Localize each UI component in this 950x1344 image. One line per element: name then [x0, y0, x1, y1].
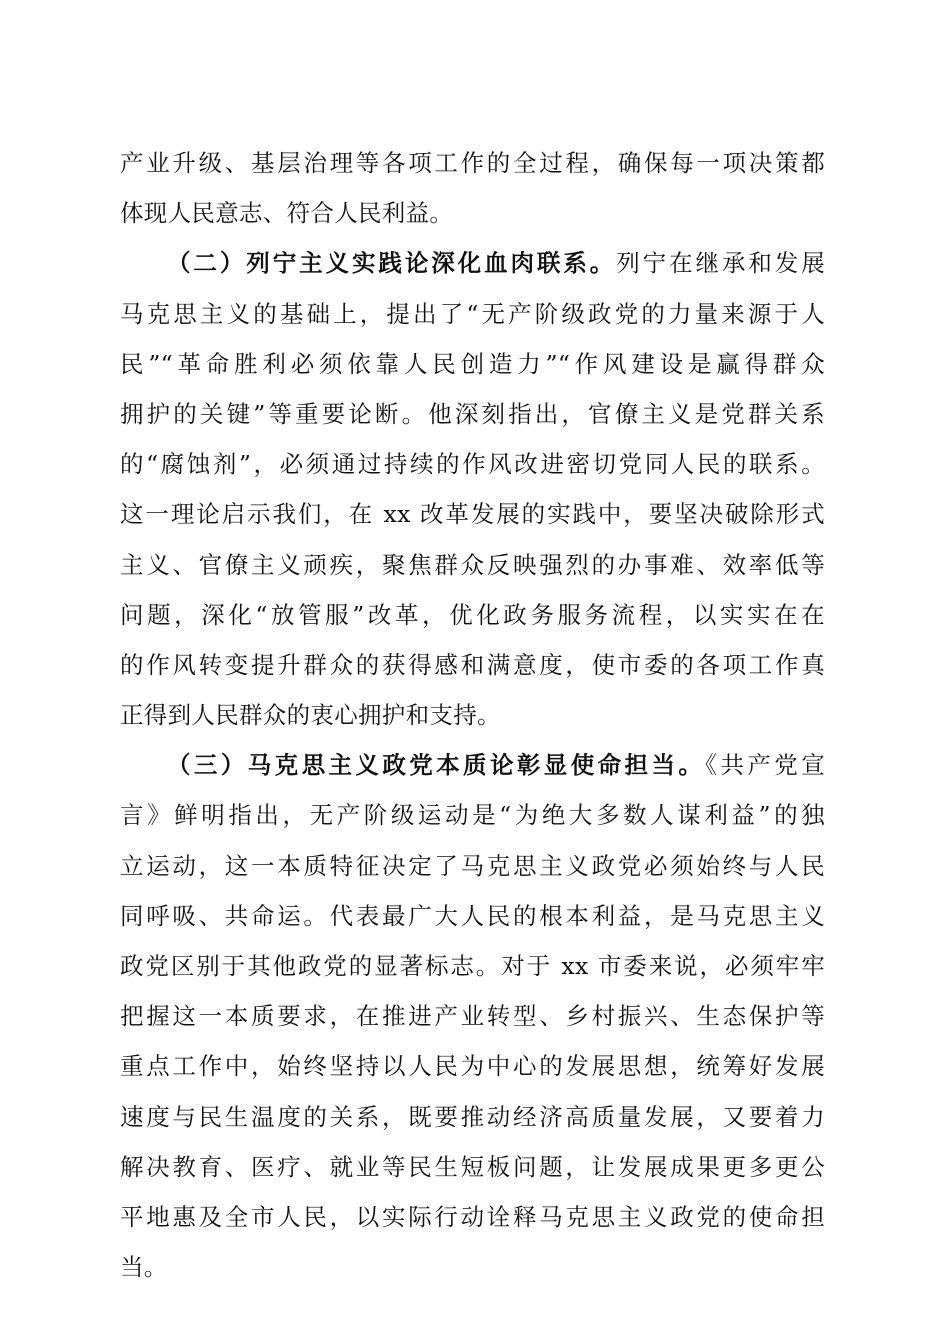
text-line: 产业升级、基层治理等各项工作的全过程，确保每一项决策都 [120, 149, 825, 177]
text-line: 言》鲜明指出，无产阶级运动是“为绝大多数人谋利益”的独 [120, 801, 825, 830]
paragraph-3 [120, 740, 825, 1292]
text-line: 体现人民意志、符合人民利益。 [120, 199, 454, 228]
text-line: 速度与民生温度的关系，既要推动经济高质量发展，又要着力 [120, 1102, 825, 1131]
text-line: 平地惠及全市人民，以实际行动诠释马克思主义政党的使命担 [120, 1202, 825, 1231]
paragraph-2 [120, 238, 825, 740]
text-line: 政党区别于其他政党的显著标志。对于 xx 市委来说，必须牢牢 [120, 952, 825, 980]
text-line: 的作风转变提升群众的获得感和满意度，使市委的各项工作真 [120, 650, 825, 679]
text-line: 立运动，这一本质特征决定了马克思主义政党必须始终与人民 [120, 851, 825, 880]
text-run: 列宁在继承和发展 [616, 249, 825, 278]
section-heading: （二）列宁主义实践论深化血肉联系。 [167, 249, 617, 278]
text-run: 《共产党宣 [705, 751, 826, 780]
paragraph-first-line [120, 740, 825, 790]
text-line: 民”“革命胜利必须依靠人民创造力”“作风建设是赢得群众 [120, 349, 825, 378]
text-line: 同呼吸、共命运。代表最广大人民的根本利益，是马克思主义 [120, 901, 825, 930]
paragraph-first-line [120, 238, 825, 288]
text-line: 正得到人民群众的衷心拥护和支持。 [120, 701, 501, 730]
section-heading: （三）马克思主义政党本质论彰显使命担当。 [167, 751, 706, 780]
paragraph-1 [120, 138, 825, 238]
text-line: 马克思主义的基础上，提出了“无产阶级政党的力量来源于人 [120, 299, 825, 328]
text-line: 当。 [120, 1253, 168, 1282]
text-line: 的“腐蚀剂”，必须通过持续的作风改进密切党同人民的联系。 [120, 450, 825, 479]
text-line: 拥护的关键”等重要论断。他深刻指出，官僚主义是党群关系 [120, 399, 825, 428]
text-line: 主义、官僚主义顽疾，聚焦群众反映强烈的办事难、效率低等 [120, 550, 825, 579]
text-line: 问题，深化“放管服”改革，优化政务服务流程，以实实在在 [120, 600, 825, 629]
text-line: 重点工作中，始终坚持以人民为中心的发展思想，统筹好发展 [120, 1052, 825, 1081]
text-line: 解决教育、医疗、就业等民生短板问题，让发展成果更多更公 [120, 1152, 825, 1181]
text-line: 这一理论启示我们，在 xx 改革发展的实践中，要坚决破除形式 [120, 500, 825, 529]
text-line: 把握这一本质要求，在推进产业转型、乡村振兴、生态保护等 [120, 1002, 825, 1031]
document-body [120, 138, 825, 1292]
